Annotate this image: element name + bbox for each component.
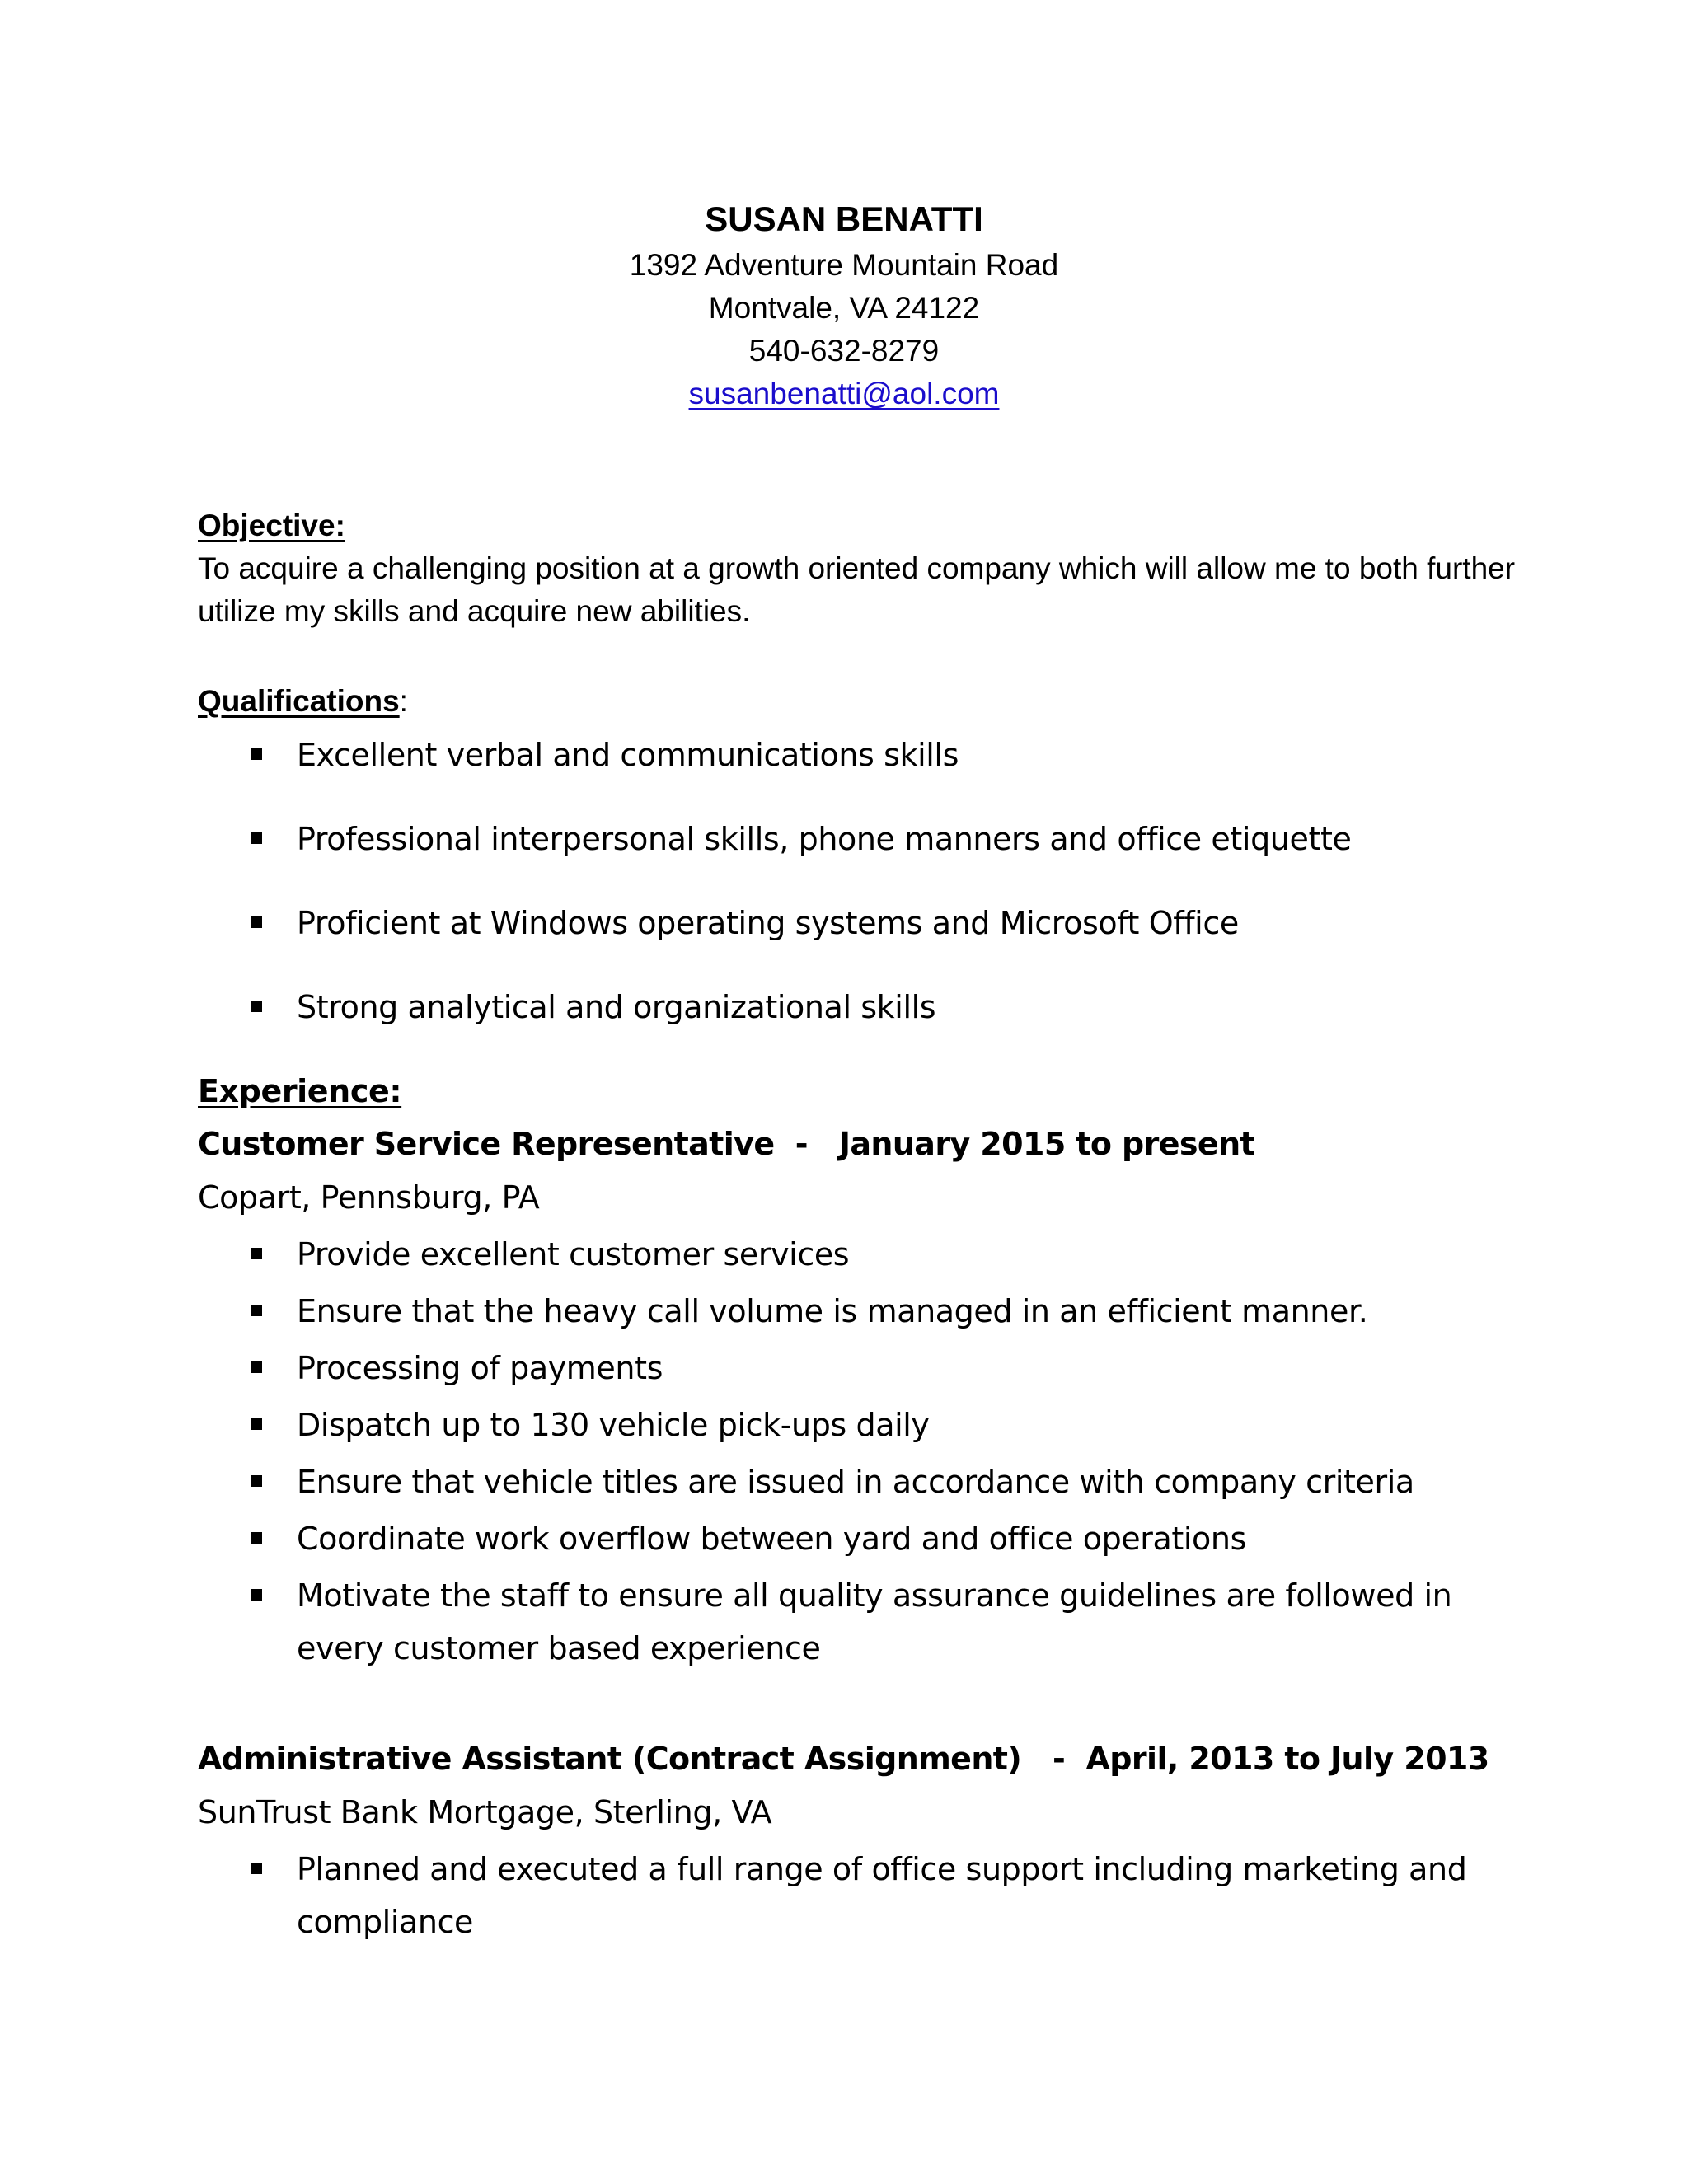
list-item-text: Motivate the staff to ensure all quality assurance guidelines are followed in every customer based experience <box>297 1577 1452 1666</box>
square-bullet-icon <box>251 1532 262 1544</box>
square-bullet-icon <box>251 1305 262 1316</box>
qualifications-heading: Qualifications <box>198 684 400 718</box>
email-link[interactable]: susanbenatti@aol.com <box>688 377 1000 410</box>
job-company: SunTrust Bank Mortgage, Sterling, VA <box>198 1794 772 1830</box>
list-item <box>297 1455 1517 1508</box>
qualifications-heading-wrapper <box>198 680 408 723</box>
job-company: Copart, Pennsburg, PA <box>198 1179 540 1216</box>
square-bullet-icon <box>251 1001 262 1012</box>
list-item-text: Professional interpersonal skills, phone manners and office etiquette <box>297 821 1352 857</box>
list-item <box>297 981 1517 1033</box>
square-bullet-icon <box>251 916 262 928</box>
job-title: Administrative Assistant (Contract Assignment) - April, 2013 to July 2013 <box>198 1741 1489 1777</box>
phone-number: 540-632-8279 <box>748 334 940 368</box>
job-title: Customer Service Representative - January 2015 to present <box>198 1126 1255 1162</box>
square-bullet-icon <box>251 748 262 760</box>
square-bullet-icon <box>251 1248 262 1259</box>
list-item <box>297 1228 1517 1281</box>
list-item-text: Dispatch up to 130 vehicle pick-ups daily <box>297 1407 930 1443</box>
list-item-text: Strong analytical and organizational skills <box>297 989 936 1025</box>
experience-heading: Experience: <box>198 1073 402 1109</box>
list-item-text: Planned and executed a full range of office support including marketing and compliance <box>297 1851 1467 1940</box>
list-item <box>297 1512 1517 1565</box>
square-bullet-icon <box>251 1475 262 1487</box>
list-item-text: Excellent verbal and communications skills <box>297 737 959 773</box>
square-bullet-icon <box>251 1863 262 1874</box>
square-bullet-icon <box>251 1589 262 1601</box>
objective-heading: Objective: <box>198 509 345 542</box>
list-item <box>297 1569 1517 1675</box>
square-bullet-icon <box>251 1418 262 1430</box>
address-line-1: 1392 Adventure Mountain Road <box>629 248 1059 282</box>
list-item-text: Provide excellent customer services <box>297 1236 850 1272</box>
list-item-text: Coordinate work overflow between yard and office operations <box>297 1521 1246 1557</box>
applicant-name: SUSAN BENATTI <box>705 199 983 238</box>
list-item <box>297 813 1517 865</box>
list-item <box>297 1342 1517 1394</box>
list-item <box>297 1399 1517 1451</box>
list-item-text: Proficient at Windows operating systems and Microsoft Office <box>297 905 1239 941</box>
list-item-text: Ensure that vehicle titles are issued in accordance with company criteria <box>297 1464 1414 1500</box>
square-bullet-icon <box>251 1361 262 1373</box>
list-item-text: Ensure that the heavy call volume is managed in an efficient manner. <box>297 1293 1368 1329</box>
qualifications-colon: : <box>399 684 408 718</box>
list-item <box>297 897 1517 949</box>
list-item-text: Processing of payments <box>297 1350 663 1386</box>
list-item <box>297 729 1517 781</box>
objective-text: To acquire a challenging position at a growth oriented company which will allow me to both further utilize my skills and acquire new abilities. <box>198 551 1516 628</box>
list-item <box>297 1843 1517 1948</box>
address-line-2: Montvale, VA 24122 <box>708 291 980 325</box>
list-item <box>297 1285 1517 1338</box>
square-bullet-icon <box>251 832 262 844</box>
